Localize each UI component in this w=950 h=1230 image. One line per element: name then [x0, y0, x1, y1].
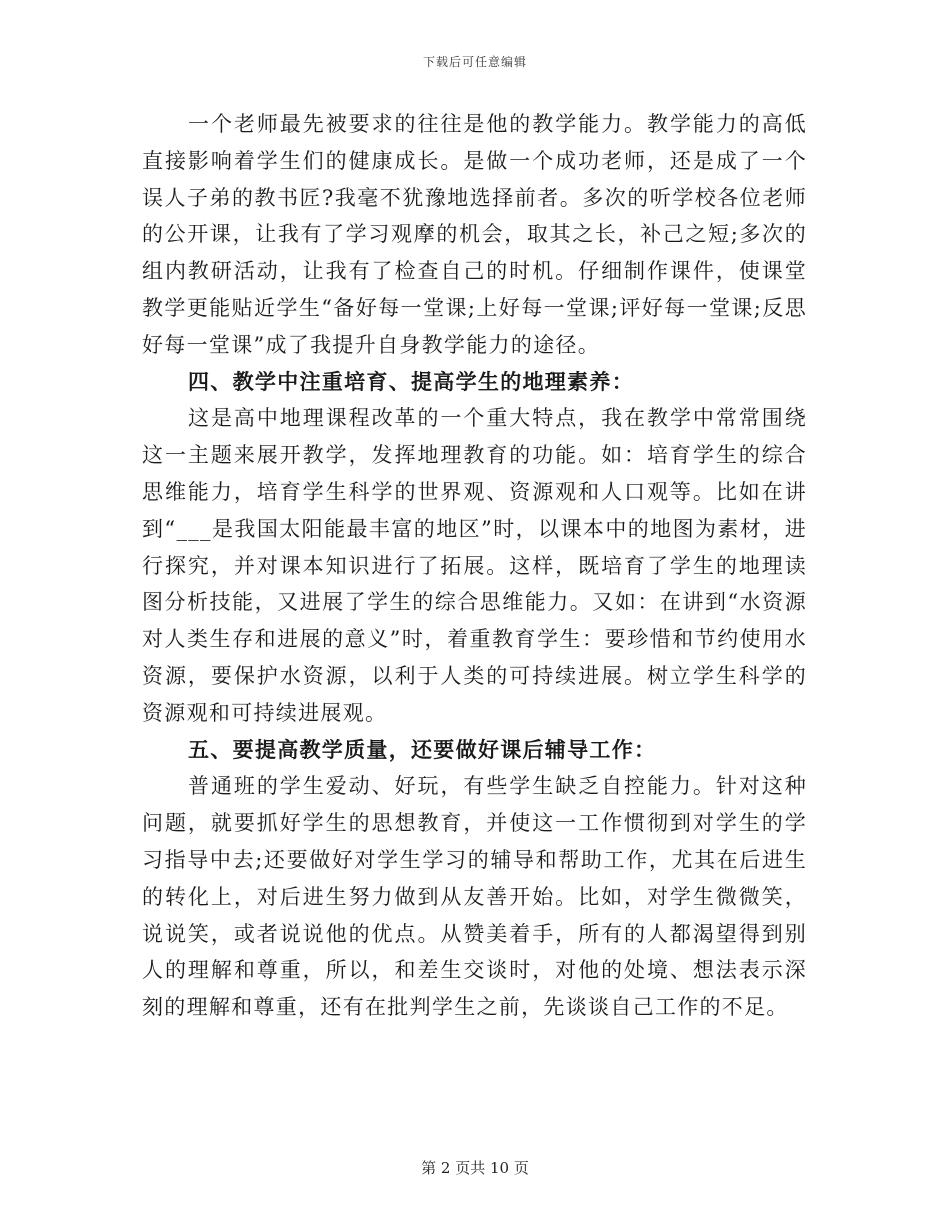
page-number: 第 2 页共 10 页 — [421, 1159, 529, 1177]
paragraph-teaching-ability: 一个老师最先被要求的往往是他的教学能力。教学能力的高低直接影响着学生们的健康成长。是做一个成功老师，还是成了一个误人子弟的教书匠?我毫不犹豫地选择前者。多次的听学校各位老师的公开课，让我有了学习观摩的机会，取其之长，补己之短;多次的组内教研活动，让我有了检查自己的时机。仔细制作课件，使课堂教学更能贴近学生“备好每一堂课;上好每一堂课;评好每一堂课;反思好每一堂课”成了我提升自身教学能力的途径。 — [142, 112, 807, 357]
section-heading-4: 四、教学中注重培育、提高学生的地理素养： — [188, 368, 634, 394]
document-body — [142, 106, 807, 1026]
section-heading-5: 五、要提高教学质量，还要做好课后辅导工作： — [188, 736, 657, 762]
paragraph-geography-literacy: 这是高中地理课程改革的一个重大特点，我在教学中常常围绕这一主题来展开教学，发挥地理教育的功能。如：培育学生的综合思维能力，培育学生科学的世界观、资源观和人口观等。比如在讲到“___是我国太阳能最丰富的地区”时，以课本中的地图为素材，进行探究，并对课本知识进行了拓展。这样，既培育了学生的地理读图分析技能，又进展了学生的综合思维能力。又如：在讲到“水资源对人类生存和进展的意义”时，着重教育学生：要珍惜和节约使用水资源，要保护水资源，以利于人类的可持续进展。树立学生科学的资源观和可持续进展观。 — [142, 406, 807, 725]
page-header-note: 下载后可任意编辑 — [422, 55, 527, 69]
paragraph-after-class-tutoring: 普通班的学生爱动、好玩，有些学生缺乏自控能力。针对这种问题，就要抓好学生的思想教育，并使这一工作惯彻到对学生的学习指导中去;还要做好对学生学习的辅导和帮助工作，尤其在后进生的转化上，对后进生努力做到从友善开始。比如，对学生微微笑，说说笑，或者说说他的优点。从赞美着手，所有的人都渴望得到别人的理解和尊重，所以，和差生交谈时，对他的处境、想法表示深刻的理解和尊重，还有在批判学生之前，先谈谈自己工作的不足。 — [142, 774, 807, 1020]
